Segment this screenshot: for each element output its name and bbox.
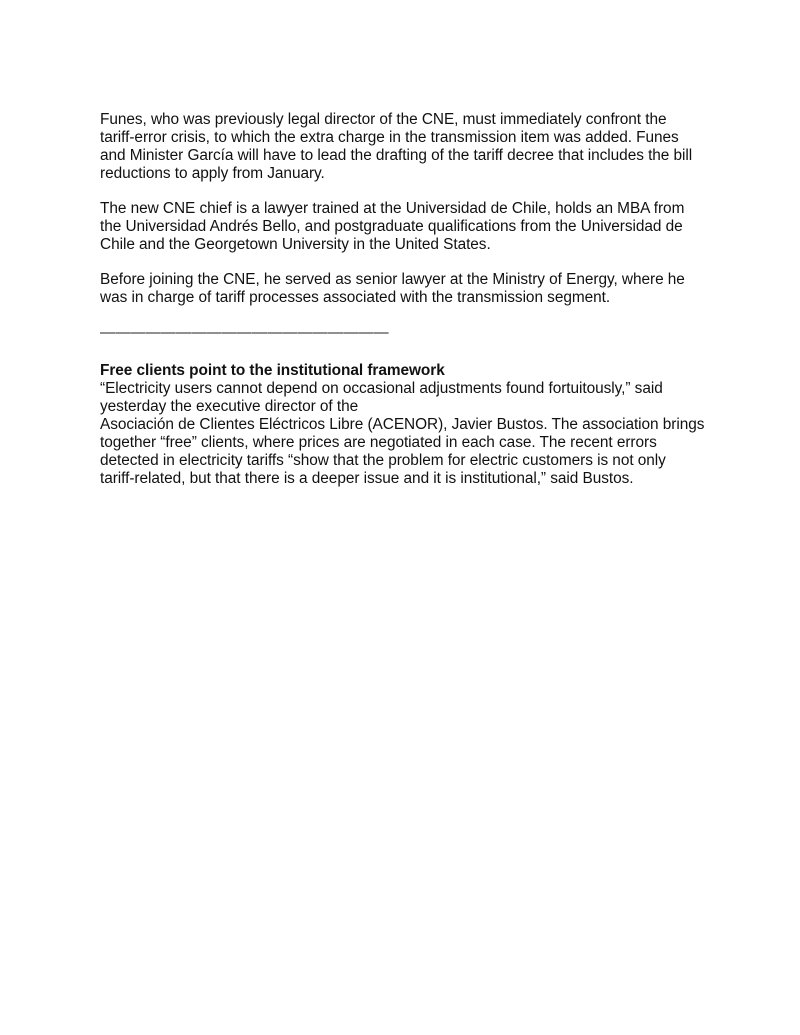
text-line: The new CNE chief is a lawyer trained at the Universidad de Chile, holds an MBA from xyxy=(100,200,685,217)
text-line: Asociación de Clientes Eléctricos Libre (ACENOR), Javier Bustos. The association brings xyxy=(100,416,705,433)
section-divider: ——————————————————— xyxy=(100,324,389,341)
text-line: together “free” clients, where prices are negotiated in each case. The recent errors xyxy=(100,434,657,451)
text-line: reductions to apply from January. xyxy=(100,165,325,182)
text-line: tariff-related, but that there is a deeper issue and it is institutional,” said Bustos. xyxy=(100,470,634,487)
text-line: detected in electricity tariffs “show that the problem for electric customers is not only xyxy=(100,452,666,469)
text-line: tariff-error crisis, to which the extra charge in the transmission item was added. Funes xyxy=(100,129,679,146)
text-line: yesterday the executive director of the xyxy=(100,398,359,415)
text-line: Chile and the Georgetown University in the United States. xyxy=(100,236,491,253)
text-line: “Electricity users cannot depend on occasional adjustments found fortuitously,” said xyxy=(100,380,663,397)
text-line: Funes, who was previously legal director of the CNE, must immediately confront the xyxy=(100,111,667,128)
text-line: Before joining the CNE, he served as senior lawyer at the Ministry of Energy, where he xyxy=(100,271,685,288)
text-line: the Universidad Andrés Bello, and postgraduate qualifications from the Universidad de xyxy=(100,218,683,235)
paragraph-cne-chief-background xyxy=(100,200,710,254)
paragraph-funes-appointment xyxy=(100,111,710,183)
section-heading: Free clients point to the institutional framework xyxy=(100,362,445,379)
text-line: and Minister García will have to lead the drafting of the tariff decree that includes the bill xyxy=(100,147,693,164)
paragraph-free-clients xyxy=(100,380,710,488)
text-line: was in charge of tariff processes associated with the transmission segment. xyxy=(100,289,611,306)
article-body xyxy=(100,111,710,488)
paragraph-prior-role xyxy=(100,271,710,307)
